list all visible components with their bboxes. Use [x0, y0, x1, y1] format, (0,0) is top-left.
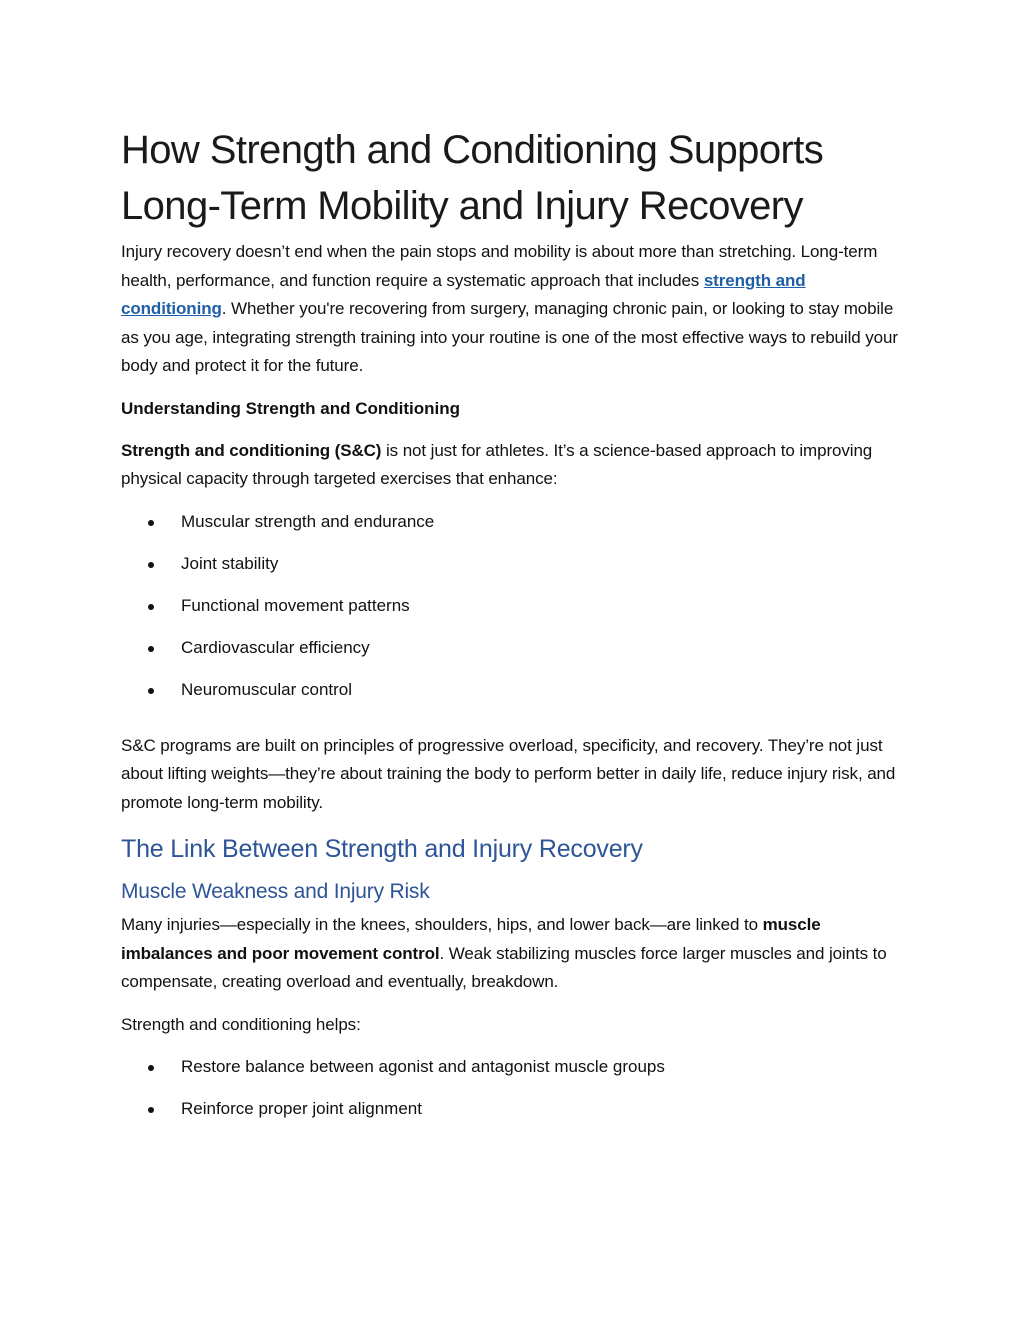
list-item [121, 550, 911, 578]
list-item-text: Reinforce proper joint alignment [181, 1099, 422, 1118]
document-page [121, 122, 911, 1137]
list-item-text: Neuromuscular control [181, 679, 353, 699]
document-title [121, 122, 911, 234]
section2-bold-term: muscle imbalances and poor movement control [121, 915, 821, 963]
section2-text-end: . Weak stabilizing muscles force larger muscles and joints to compensate, creating overload and eventually, breakdown. [121, 943, 887, 991]
section2-helps-text: Strength and conditioning helps: [121, 1014, 361, 1034]
section2-paragraph [121, 911, 911, 997]
list-item [121, 592, 911, 620]
list-item [121, 634, 911, 662]
bullet-icon [148, 562, 154, 568]
section1-text: is not just for athletes. It’s a science-based approach to improving physical capacity through targeted exercises that enhance: [121, 440, 873, 488]
list-item [121, 508, 911, 536]
title-line-1: How Strength and Conditioning Supports [121, 128, 824, 172]
list-item [121, 1053, 911, 1081]
section1-closing-paragraph: S&C programs are built on principles of progressive overload, specificity, and recovery. They’re not just about lifting weights—they’re about training the body to perform better in daily life, reduce injury risk, and promote long-term mobility. [121, 735, 896, 812]
list-item-text: Cardiovascular efficiency [181, 637, 370, 657]
list-item-text: Functional movement patterns [181, 595, 410, 615]
section1-paragraph [121, 437, 911, 494]
section2-bullet-list [121, 1053, 911, 1123]
intro-paragraph [121, 238, 911, 381]
bullet-icon [148, 646, 154, 652]
section1-bold-term: Strength and conditioning (S&C) [121, 440, 382, 460]
bullet-icon [148, 1107, 154, 1113]
strength-conditioning-link[interactable]: strength and conditioning [121, 270, 806, 318]
intro-text-start: Injury recovery doesn’t end when the pain stops and mobility is about more than stretching. Long-term health, performance, and function require a systematic approach that includes [121, 242, 878, 290]
list-item-text: Muscular strength and endurance [181, 511, 435, 531]
bullet-icon [148, 604, 154, 610]
section2-sub-heading: Muscle Weakness and Injury Risk [121, 880, 430, 903]
section1-heading: Understanding Strength and Conditioning [121, 398, 461, 418]
section1-bullet-list [121, 508, 911, 704]
title-line-2: Long-Term Mobility and Injury Recovery [121, 184, 803, 228]
list-item [121, 1095, 911, 1123]
list-item-text: Restore balance between agonist and antagonist muscle groups [181, 1057, 665, 1076]
bullet-icon [148, 1065, 154, 1071]
list-item [121, 676, 911, 704]
bullet-icon [148, 688, 154, 694]
section2-text-start: Many injuries—especially in the knees, shoulders, hips, and lower back—are linked to [121, 915, 763, 934]
intro-text-end: . Whether you're recovering from surgery, managing chronic pain, or looking to stay mobile as you age, integrating strength training into your routine is one of the most effective ways to rebuild your body and protect it for the future. [121, 299, 898, 375]
bullet-icon [148, 520, 154, 526]
list-item-text: Joint stability [181, 553, 279, 573]
section2-heading: The Link Between Strength and Injury Recovery [121, 835, 643, 863]
